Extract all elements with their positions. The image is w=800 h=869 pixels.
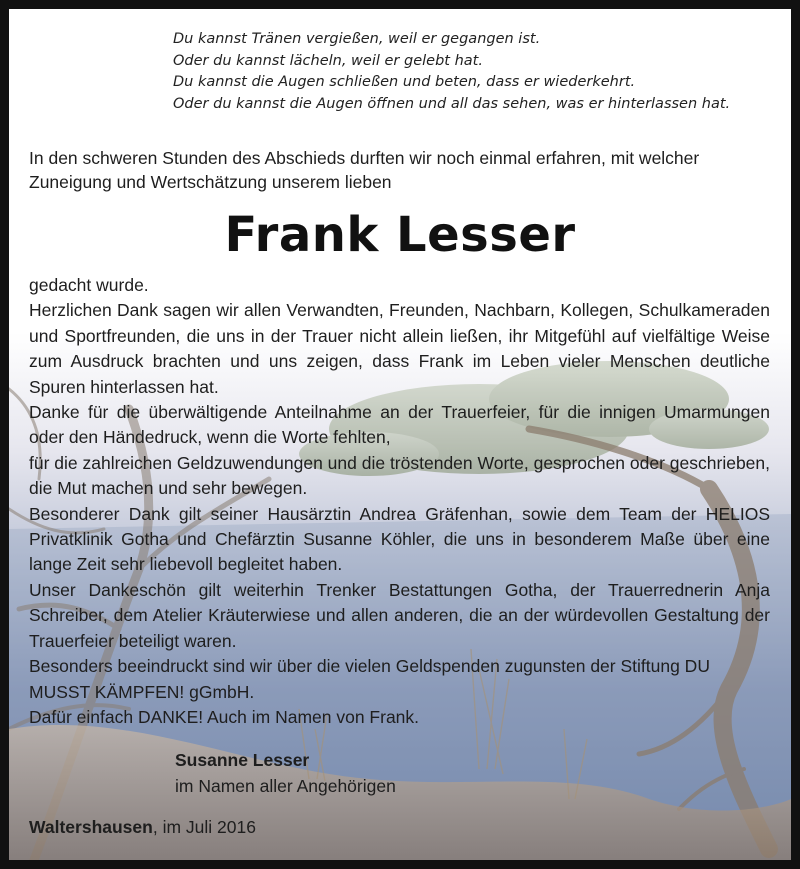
paragraph: gedacht wurde. — [29, 275, 149, 295]
place-date: , im Juli 2016 — [152, 817, 256, 837]
poem — [173, 29, 730, 115]
signature-name: Susanne Lesser — [175, 750, 310, 770]
place-city: Waltershausen — [29, 817, 153, 837]
paragraph: Besonderer Dank gilt seiner Hausärztin Andrea Gräfenhan, sowie dem Team der HELIOS Privatklinik Gotha und Chefärztin Susanne Köhler, die uns in besonderem Maße über eine lange Zeit sehr liebevoll begleitet haben. — [29, 503, 770, 575]
notice-content — [9, 9, 791, 860]
paragraph: Unser Dankeschön gilt weiterhin Trenker Bestattungen Gotha, der Trauerrednerin Anja Schreiber, dem Atelier Kräuterwiese und allen anderen, die an der würdevollen Gestaltung der Trauerfeier beteiligt waren. — [29, 579, 770, 651]
signature-line: im Namen aller Angehörigen — [175, 776, 396, 796]
paragraph: Dafür einfach DANKE! Auch im Namen von Frank. — [29, 706, 420, 727]
paragraph: für die zahlreichen Geldzuwendungen und die tröstenden Worte, gesprochen oder geschrieben, die Mut machen und sehr bewegen. — [29, 452, 770, 499]
paragraph: Herzlichen Dank sagen wir allen Verwandten, Freunden, Nachbarn, Kollegen, Schulkameraden und Sportfreunden, die uns in der Trauer nicht allein ließen, ihr Mitgefühl auf vielfältige Weise zum Ausdruck brachten und uns zeigen, dass Frank im Leben vieler Menschen deutliche Spuren hinterlassen hat. — [29, 300, 770, 397]
thanks-text — [29, 273, 770, 730]
paragraph: Besonders beeindruckt sind wir über die vielen Geldspenden zugunsten der Stiftung DU MUSST KÄMPFEN! gGmbH. — [29, 656, 710, 702]
poem-line: Du kannst Tränen vergießen, weil er gegangen ist. — [173, 31, 541, 47]
deceased-name: Frank Lesser — [224, 207, 576, 263]
signature — [175, 747, 396, 799]
poem-line: Du kannst die Augen schließen und beten, dass er wiederkehrt. — [173, 74, 636, 90]
paragraph: Danke für die überwältigende Anteilnahme an der Trauerfeier, für die innigen Umarmungen oder den Händedruck, wenn die Worte fehlten, — [29, 402, 770, 448]
poem-line: Oder du kannst lächeln, weil er gelebt hat. — [173, 52, 483, 69]
intro-text: In den schweren Stunden des Abschieds durften wir noch einmal erfahren, mit welcher Zuneigung und Wertschätzung unserem lieben — [29, 148, 700, 192]
poem-line: Oder du kannst die Augen öffnen und all das sehen, was er hinterlassen hat. — [173, 95, 731, 112]
place-and-date — [29, 814, 256, 840]
